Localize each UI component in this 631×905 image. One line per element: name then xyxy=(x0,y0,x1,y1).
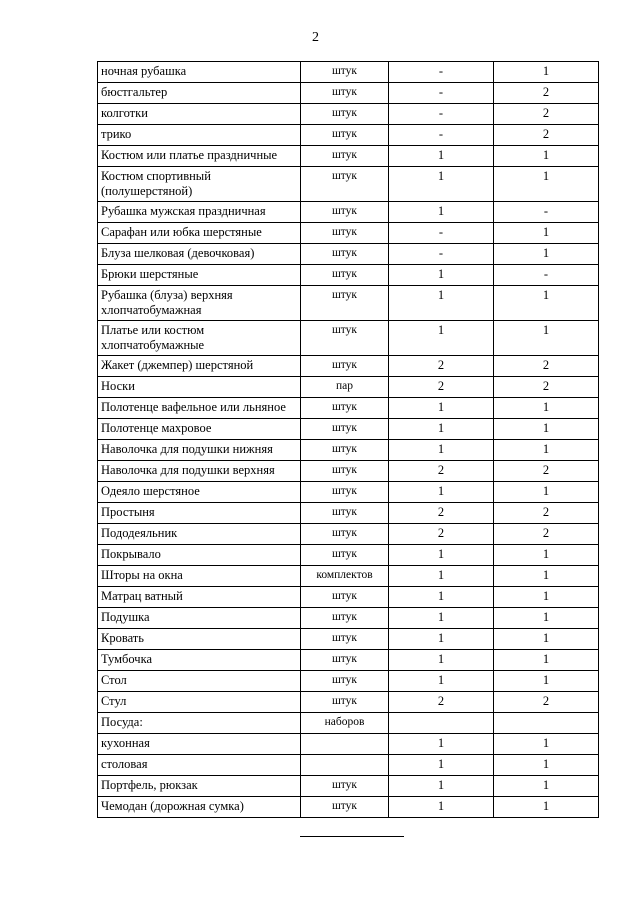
table-row xyxy=(98,440,599,461)
quantity-col2-cell: 2 xyxy=(494,125,599,146)
table-row xyxy=(98,167,599,202)
unit-cell: штук xyxy=(301,482,389,503)
item-name-cell: Блуза шелковая (девочковая) xyxy=(98,244,301,265)
end-divider-line xyxy=(300,836,404,837)
quantity-col1-cell: 1 xyxy=(389,566,494,587)
quantity-col2-cell: 2 xyxy=(494,356,599,377)
quantity-col2-cell: 2 xyxy=(494,692,599,713)
table-row xyxy=(98,202,599,223)
table-row xyxy=(98,503,599,524)
item-name-cell: Наволочка для подушки верхняя xyxy=(98,461,301,482)
table-row xyxy=(98,83,599,104)
unit-cell: штук xyxy=(301,398,389,419)
quantity-col2-cell: 1 xyxy=(494,650,599,671)
item-name-cell: Костюм или платье праздничные xyxy=(98,146,301,167)
quantity-col2-cell: 1 xyxy=(494,482,599,503)
table-row xyxy=(98,608,599,629)
quantity-col2-cell: 1 xyxy=(494,629,599,650)
quantity-col2-cell: 2 xyxy=(494,503,599,524)
table-row xyxy=(98,398,599,419)
quantity-col2-cell: 1 xyxy=(494,146,599,167)
unit-cell: штук xyxy=(301,776,389,797)
quantity-col1-cell: 1 xyxy=(389,146,494,167)
quantity-col1-cell: 1 xyxy=(389,440,494,461)
quantity-col1-cell: 1 xyxy=(389,321,494,356)
quantity-col1-cell: 2 xyxy=(389,503,494,524)
quantity-col1-cell: 2 xyxy=(389,461,494,482)
quantity-col2-cell: 2 xyxy=(494,524,599,545)
quantity-col1-cell: - xyxy=(389,62,494,83)
table-row xyxy=(98,244,599,265)
quantity-col2-cell: 1 xyxy=(494,755,599,776)
quantity-col2-cell: 1 xyxy=(494,566,599,587)
quantity-col2-cell: 1 xyxy=(494,321,599,356)
quantity-col1-cell: 1 xyxy=(389,482,494,503)
item-name-cell: Сарафан или юбка шерстяные xyxy=(98,223,301,244)
quantity-col1-cell: 2 xyxy=(389,692,494,713)
quantity-col2-cell: 2 xyxy=(494,377,599,398)
item-name-cell: Полотенце вафельное или льняное xyxy=(98,398,301,419)
table-row xyxy=(98,629,599,650)
quantity-col2-cell: 1 xyxy=(494,167,599,202)
unit-cell: штук xyxy=(301,202,389,223)
unit-cell: штук xyxy=(301,671,389,692)
item-name-cell: Покрывало xyxy=(98,545,301,566)
quantity-col1-cell: 1 xyxy=(389,629,494,650)
unit-cell: штук xyxy=(301,524,389,545)
unit-cell: штук xyxy=(301,62,389,83)
item-name-cell: кухонная xyxy=(98,734,301,755)
item-name-cell: Портфель, рюкзак xyxy=(98,776,301,797)
unit-cell: штук xyxy=(301,797,389,818)
quantity-col1-cell: 1 xyxy=(389,755,494,776)
unit-cell: штук xyxy=(301,503,389,524)
quantity-col2-cell: 1 xyxy=(494,286,599,321)
quantity-col2-cell: 1 xyxy=(494,587,599,608)
table-row xyxy=(98,545,599,566)
unit-cell xyxy=(301,734,389,755)
quantity-col1-cell: - xyxy=(389,83,494,104)
item-name-cell: Стол xyxy=(98,671,301,692)
quantity-col1-cell: 1 xyxy=(389,286,494,321)
table-row xyxy=(98,286,599,321)
unit-cell xyxy=(301,755,389,776)
table-row xyxy=(98,146,599,167)
item-name-cell: Матрац ватный xyxy=(98,587,301,608)
unit-cell: штук xyxy=(301,244,389,265)
unit-cell: штук xyxy=(301,692,389,713)
unit-cell: штук xyxy=(301,650,389,671)
unit-cell: штук xyxy=(301,167,389,202)
quantity-col1-cell: 2 xyxy=(389,524,494,545)
item-name-cell: Жакет (джемпер) шерстяной xyxy=(98,356,301,377)
item-name-cell: Кровать xyxy=(98,629,301,650)
quantity-col2-cell: 1 xyxy=(494,545,599,566)
unit-cell: штук xyxy=(301,321,389,356)
unit-cell: наборов xyxy=(301,713,389,734)
quantity-col1-cell: 1 xyxy=(389,776,494,797)
table-row xyxy=(98,62,599,83)
quantity-col1-cell: - xyxy=(389,104,494,125)
table-row xyxy=(98,797,599,818)
quantity-col2-cell: - xyxy=(494,202,599,223)
unit-cell: штук xyxy=(301,146,389,167)
quantity-col1-cell: 1 xyxy=(389,734,494,755)
quantity-col2-cell: 1 xyxy=(494,398,599,419)
quantity-col1-cell: 1 xyxy=(389,167,494,202)
item-name-cell: Шторы на окна xyxy=(98,566,301,587)
item-name-cell: Платье или костюм хлопчатобумажные xyxy=(98,321,301,356)
quantity-col1-cell: 1 xyxy=(389,545,494,566)
unit-cell: комплектов xyxy=(301,566,389,587)
unit-cell: штук xyxy=(301,125,389,146)
quantity-col2-cell: 2 xyxy=(494,83,599,104)
unit-cell: пар xyxy=(301,377,389,398)
unit-cell: штук xyxy=(301,587,389,608)
table-row xyxy=(98,321,599,356)
quantity-col2-cell: 2 xyxy=(494,104,599,125)
quantity-col2-cell: 1 xyxy=(494,608,599,629)
item-name-cell: Тумбочка xyxy=(98,650,301,671)
quantity-col1-cell: - xyxy=(389,223,494,244)
quantity-col2-cell: 2 xyxy=(494,461,599,482)
unit-cell: штук xyxy=(301,223,389,244)
quantity-col1-cell: 1 xyxy=(389,587,494,608)
item-name-cell: Брюки шерстяные xyxy=(98,265,301,286)
unit-cell: штук xyxy=(301,286,389,321)
quantity-col1-cell: 2 xyxy=(389,377,494,398)
item-name-cell: Наволочка для подушки нижняя xyxy=(98,440,301,461)
table-row xyxy=(98,482,599,503)
item-name-cell: Носки xyxy=(98,377,301,398)
quantity-col2-cell: 1 xyxy=(494,244,599,265)
quantity-col2-cell: 1 xyxy=(494,776,599,797)
item-name-cell: Костюм спортивный (полушерстяной) xyxy=(98,167,301,202)
items-table-body xyxy=(98,62,599,818)
item-name-cell: ночная рубашка xyxy=(98,62,301,83)
quantity-col2-cell xyxy=(494,713,599,734)
table-row xyxy=(98,524,599,545)
quantity-col2-cell: 1 xyxy=(494,440,599,461)
table-row xyxy=(98,419,599,440)
quantity-col1-cell: - xyxy=(389,125,494,146)
table-row xyxy=(98,650,599,671)
quantity-col2-cell: - xyxy=(494,265,599,286)
unit-cell: штук xyxy=(301,461,389,482)
quantity-col2-cell: 1 xyxy=(494,671,599,692)
item-name-cell: Одеяло шерстяное xyxy=(98,482,301,503)
quantity-col2-cell: 1 xyxy=(494,734,599,755)
item-name-cell: Полотенце махровое xyxy=(98,419,301,440)
quantity-col2-cell: 1 xyxy=(494,797,599,818)
quantity-col1-cell: - xyxy=(389,244,494,265)
table-row xyxy=(98,692,599,713)
table-row xyxy=(98,356,599,377)
unit-cell: штук xyxy=(301,545,389,566)
table-row xyxy=(98,125,599,146)
table-row xyxy=(98,776,599,797)
unit-cell: штук xyxy=(301,608,389,629)
table-row xyxy=(98,377,599,398)
unit-cell: штук xyxy=(301,104,389,125)
unit-cell: штук xyxy=(301,440,389,461)
item-name-cell: столовая xyxy=(98,755,301,776)
table-row xyxy=(98,265,599,286)
quantity-col1-cell: 1 xyxy=(389,202,494,223)
table-row xyxy=(98,755,599,776)
quantity-col1-cell: 2 xyxy=(389,356,494,377)
item-name-cell: трико xyxy=(98,125,301,146)
page-number: 2 xyxy=(312,30,319,45)
item-name-cell: Стул xyxy=(98,692,301,713)
table-row xyxy=(98,587,599,608)
unit-cell: штук xyxy=(301,356,389,377)
table-row xyxy=(98,734,599,755)
item-name-cell: Пододеяльник xyxy=(98,524,301,545)
item-name-cell: бюстгальтер xyxy=(98,83,301,104)
quantity-col2-cell: 1 xyxy=(494,62,599,83)
item-name-cell: Подушка xyxy=(98,608,301,629)
unit-cell: штук xyxy=(301,629,389,650)
quantity-col2-cell: 1 xyxy=(494,223,599,244)
unit-cell: штук xyxy=(301,83,389,104)
table-row xyxy=(98,671,599,692)
item-name-cell: Рубашка (блуза) верхняя хлопчатобумажная xyxy=(98,286,301,321)
table-row xyxy=(98,566,599,587)
item-name-cell: Рубашка мужская праздничная xyxy=(98,202,301,223)
quantity-col1-cell: 1 xyxy=(389,671,494,692)
items-table xyxy=(97,61,599,818)
unit-cell: штук xyxy=(301,419,389,440)
item-name-cell: Простыня xyxy=(98,503,301,524)
quantity-col1-cell: 1 xyxy=(389,398,494,419)
table-row xyxy=(98,223,599,244)
quantity-col1-cell: 1 xyxy=(389,650,494,671)
quantity-col1-cell: 1 xyxy=(389,265,494,286)
quantity-col1-cell xyxy=(389,713,494,734)
item-name-cell: колготки xyxy=(98,104,301,125)
unit-cell: штук xyxy=(301,265,389,286)
quantity-col1-cell: 1 xyxy=(389,419,494,440)
quantity-col1-cell: 1 xyxy=(389,608,494,629)
quantity-col2-cell: 1 xyxy=(494,419,599,440)
item-name-cell: Чемодан (дорожная сумка) xyxy=(98,797,301,818)
item-name-cell: Посуда: xyxy=(98,713,301,734)
table-row xyxy=(98,104,599,125)
table-row xyxy=(98,713,599,734)
quantity-col1-cell: 1 xyxy=(389,797,494,818)
table-row xyxy=(98,461,599,482)
